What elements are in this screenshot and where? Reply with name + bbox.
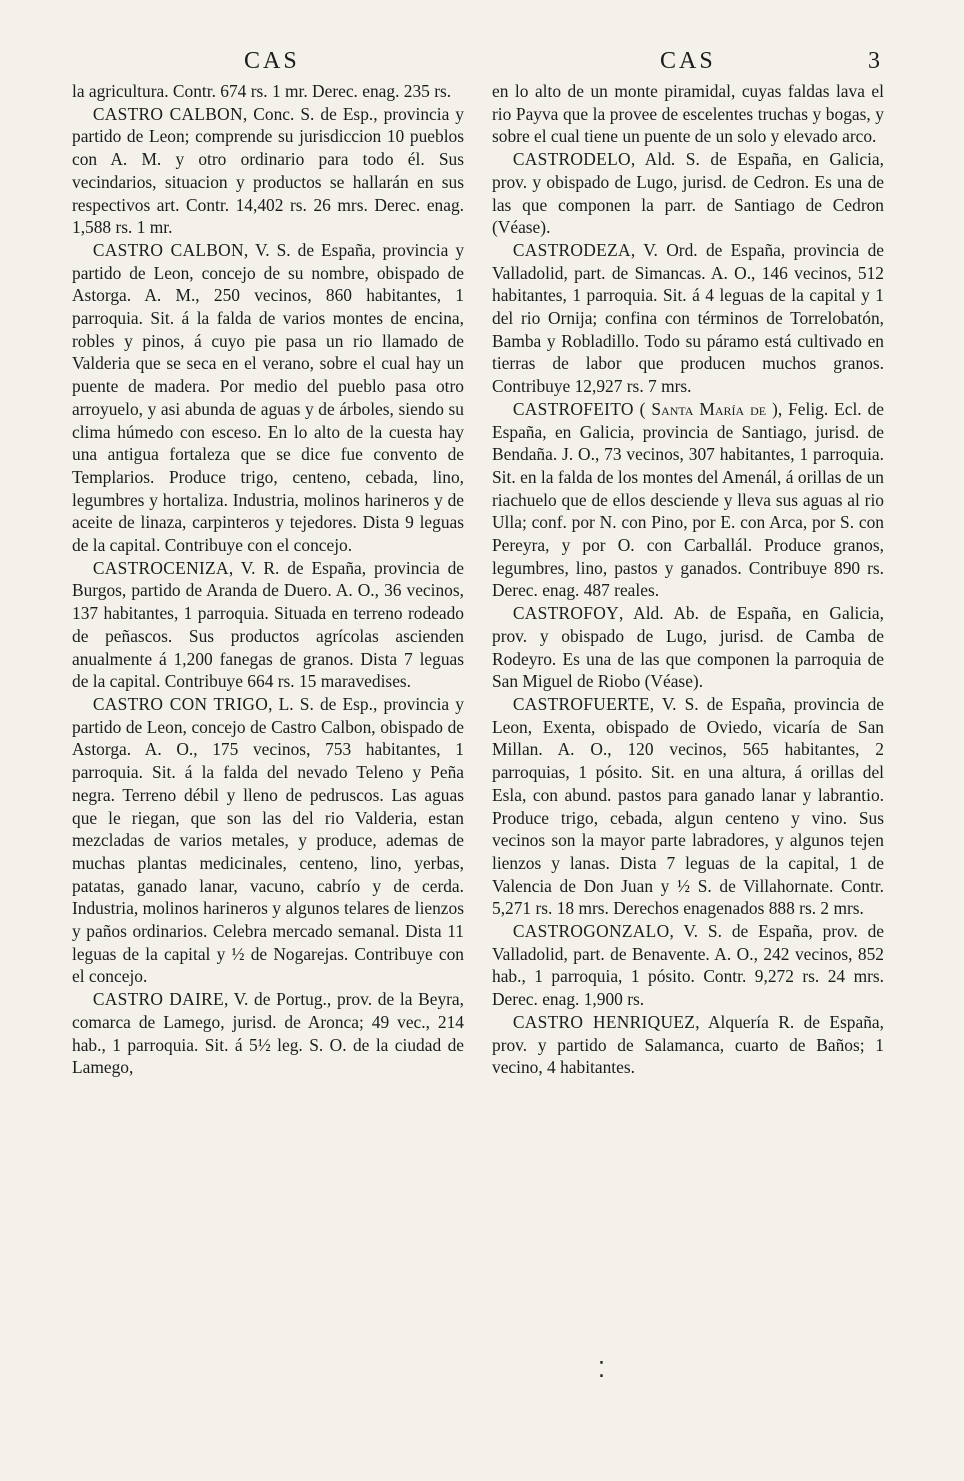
entry-headword: CASTRO CALBON (92, 239, 244, 260)
entry-body: , V. S. de España, prov. de Valladolid, part. de Benavente. A. O., 242 vecinos, 852 hab., 1 parroquia, 1 pósito. Contr. 9,272 rs. 24 mrs. Derec. enag. 1,900 rs. (492, 921, 884, 1010)
entry-body: , V. Ord. de España, provincia de Valladolid, part. de Simancas. A. O., 146 vecinos, 512 habitantes, 1 parroquia. Sit. á 4 leguas de la capital y 1 del rio Ornija; confina con términos de Torrelobatón, Bamba y Robladillo. Todo su páramo está cultivado en tierras de labor que producen muchos granos. Contribuye 12,927 rs. 7 mrs. (492, 239, 884, 397)
entry-body: , Alquería R. de España, prov. y partido de Salamanca, cuarto de Baños; 1 vecino, 4 habitantes. (492, 1011, 884, 1078)
entry-body: la agricultura. Contr. 674 rs. 1 mr. Derec. enag. 235 rs. (72, 81, 452, 101)
entry-headword: CASTROFOY (512, 603, 619, 624)
entry-body: Felig. Ecl. de España, en Galicia, provincia de Santiago, jurisd. de Bendaña. J. O., 73 vecinos, 307 habitantes, 1 parroquia. Sit. en la falda de los montes del Amenál, á orillas de un riachuelo que de ellos desciende y lleva sus aguas al rio Ulla; conf. por N. con Pino, por E. con Arca, por S. con Pereyra, y por O. con Carballál. Produce granos, legumbres, lino, pastos y ganados. Contribuye 890 rs. Derec. enag. 487 reales. (492, 398, 884, 601)
entry (72, 80, 464, 103)
entry (492, 693, 884, 920)
running-header (0, 48, 964, 82)
entry (492, 1011, 884, 1079)
entry-body: , V. de Portug., prov. de la Beyra, comarca de Lamego, jurisd. de Aronca; 49 vec., 214 hab., 1 parroquia. Sit. á 5½ leg. S. O. de la ciudad de Lamego, (72, 989, 464, 1078)
entry-headword: CASTROFEITO (512, 398, 634, 419)
entry-body: , V. S. de España, provincia de Leon, Exenta, obispado de Oviedo, vicaría de San Millan. A. O., 120 vecinos, 565 habitantes, 2 parroquias, 1 pósito. Sit. en una altura, á orillas del Esla, con abund. pastos para ganado lanar y labrantio. Produce trigo, cebada, algun centeno y vino. Sus vecinos son la mayor parte labradores, y algunos tejen lienzos y lanas. Dista 7 leguas de la capital, 1 de Valencia de Don Juan y ½ S. de Villahornate. Contr. 5,271 rs. 18 mrs. Derechos enagenados 888 rs. 2 mrs. (492, 693, 884, 919)
entry-body: , V. R. de España, provincia de Burgos, partido de Aranda de Duero. A. O., 36 vecinos, 137 habitantes, 1 parroquia. Situada en terreno rodeado de peñascos. Sus productos agrícolas ascienden anualmente á 1,200 fanegas de granos. Dista 7 leguas de la capital. Contribuye 664 rs. 15 maravedises. (72, 557, 464, 692)
entry (492, 80, 884, 148)
entry-headword: CASTRO CON TRIGO (92, 693, 269, 714)
entry-body: en lo alto de un monte piramidal, cuyas faldas lava el rio Payva que la provee de escelentes truchas y bogas, y sobre el cual tiene un puente de un solo y elevado arco. (492, 81, 884, 147)
running-head-left: CAS (244, 48, 300, 74)
running-head-right: CAS (660, 48, 716, 74)
entry-headword: CASTRODELO (512, 149, 631, 170)
entry-body: , Conc. S. de Esp., provincia y partido de Leon; comprende su jurisdiccion 10 pueblos con A. M. y otro ordinario para todo él. Sus vecindarios, situacion y productos se hallarán en sus respectivos art. Contr. 14,402 rs. 26 mrs. Derec. enag. 1,588 rs. 1 mr. (72, 103, 464, 238)
entry-body: , L. S. de Esp., provincia y partido de Leon, concejo de Castro Calbon, obispado de Astorga. A. O., 175 vecinos, 753 habitantes, 1 parroquia. Sit. á la falda del nevado Teleno y Peña negra. Terreno débil y lleno de pedruscos. Las aguas que le riegan, que son las del rio Valderia, estan mezcladas de varios metales, y produce, ademas de muchas plantas medicinales, centeno, lino, yerbas, patatas, ganado lanar, vacuno, cabrío y de cerda. Industria, molinos harineros y algunos telares de lienzos y paños ordinarios. Celebra mercado semanal. Dista 11 leguas de la capital y ½ de Nogarejas. Contribuye con el concejo. (72, 693, 464, 987)
entry-headword: CASTRO HENRIQUEZ (512, 1011, 696, 1032)
entry-headword: CASTROFUERTE (512, 693, 650, 714)
entry (72, 988, 464, 1079)
entry-subtitle: ( Santa María de ), (633, 398, 783, 419)
entry (72, 103, 464, 239)
entry (492, 398, 884, 602)
entry (72, 239, 464, 557)
left-column (72, 80, 464, 1079)
entry (492, 148, 884, 239)
entry (492, 920, 884, 1011)
page-number: 3 (868, 48, 880, 74)
entry-headword: CASTRODEZA (512, 239, 631, 260)
entry-body: , Ald. S. de España, en Galicia, prov. y obispado de Lugo, jurisd. de Cedron. Es una de las que componen la parr. de Santiago de Cedron (Véase). (492, 149, 884, 238)
entry (492, 602, 884, 693)
entry-headword: CASTROCENIZA (92, 557, 229, 578)
entry (72, 557, 464, 693)
entry (492, 239, 884, 398)
entry-headword: CASTROGONZALO (512, 921, 670, 942)
entry-body: , Ald. Ab. de España, en Galicia, prov. y obispado de Lugo, jurisd. de Camba de Rodeyro. Es una de las que componen la parroquia de San Miguel de Riobo (Véase). (492, 603, 884, 692)
entry (72, 693, 464, 988)
right-column (492, 80, 884, 1079)
footer-mark: ⁚ (598, 1357, 605, 1382)
entry-headword: CASTRO CALBON (92, 103, 243, 124)
entry-body: , V. S. de España, provincia y partido de Leon, concejo de su nombre, obispado de Astorga. A. M., 250 vecinos, 860 habitantes, 1 parroquia. Sit. á la falda de varios montes de encina, robles y pinos, á cuyo pie pasa un rio llamado de Valderia que se seca en el verano, sobre el cual hay un puente de madera. Por medio del pueblo pasa otro arroyuelo, y asi abunda de aguas y de árboles, siendo su clima húmedo con esceso. En lo alto de la cuesta hay una antigua fortaleza que se dice fue convento de Templarios. Produce trigo, centeno, cebada, lino, legumbres y hortaliza. Industria, molinos harineros y de aceite de linaza, carpinteros y tejedores. Dista 9 leguas de la capital. Contribuye con el concejo. (72, 239, 465, 556)
entry-headword: CASTRO DAIRE (92, 989, 224, 1010)
